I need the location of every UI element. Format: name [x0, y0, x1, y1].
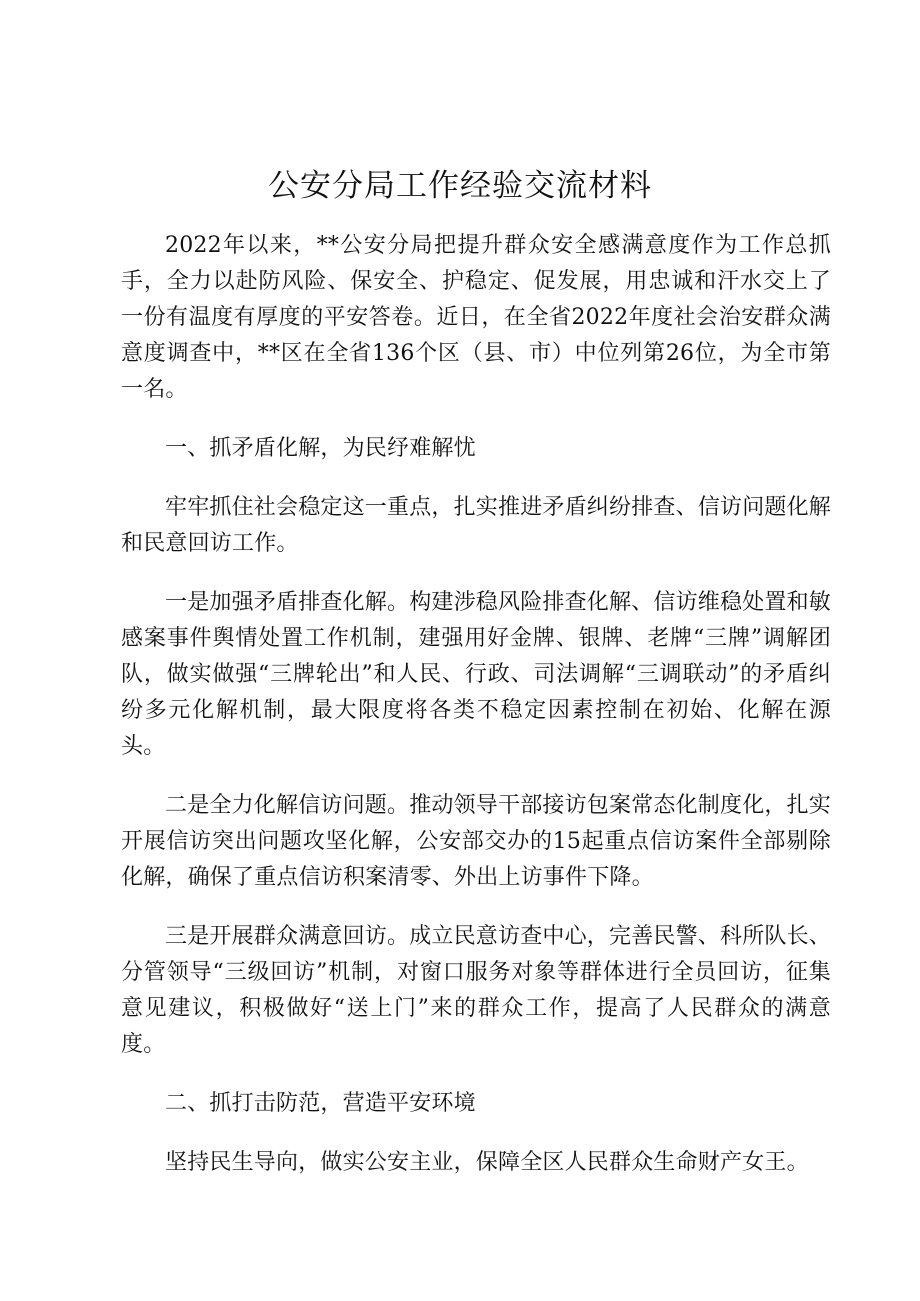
document-title: 公安分局工作经验交流材料 — [268, 168, 652, 204]
document-body — [121, 228, 831, 1204]
paragraph-intro: 2022年以来，**公安分局把提升群众安全感满意度作为工作总抓手，全力以赴防风险、保安全、护稳定、促发展，用忠诚和汗水交上了一份有温度有厚度的平安答卷。近日，在全省2022年度社会治安群众满意度调查中，**区在全省136个区（县、市）中位列第26位，为全市第一名。 — [121, 233, 831, 402]
paragraph: 坚持民生导向，做实公安主业，保障全区人民群众生命财产女王。 — [165, 1150, 809, 1175]
paragraph: 牢牢抓住社会稳定这一重点，扎实推进矛盾纠纷排查、信访问题化解和民意回访工作。 — [121, 495, 832, 556]
paragraph: 二是全力化解信访问题。推动领导干部接访包案常态化制度化，扎实开展信访突出问题攻坚化解，公安部交办的15起重点信访案件全部剔除化解，确保了重点信访积案清零、外出上访事件下降。 — [121, 793, 832, 890]
section-heading-1: 一、抓矛盾化解，为民纾难解忧 — [165, 436, 476, 461]
paragraph: 一是加强矛盾排查化解。构建涉稳风险排查化解、信访维稳处置和敏感案事件舆情处置工作机制，建强用好金牌、银牌、老牌“三牌”调解团队，做实做强“三牌轮出”和人民、行政、司法调解“三调联动”的矛盾纠纷多元化解机制，最大限度将各类不稳定因素控制在初始、化解在源头。 — [121, 590, 832, 759]
paragraph: 三是开展群众满意回访。成立民意访查中心，完善民警、科所队长、分管领导“三级回访”机制，对窗口服务对象等群体进行全员回访，征集意见建议，积极做好“送上门”来的群众工作，提高了人民群众的满意度。 — [121, 924, 832, 1057]
section-heading-2: 二、抓打击防范，营造平安环境 — [165, 1091, 476, 1116]
